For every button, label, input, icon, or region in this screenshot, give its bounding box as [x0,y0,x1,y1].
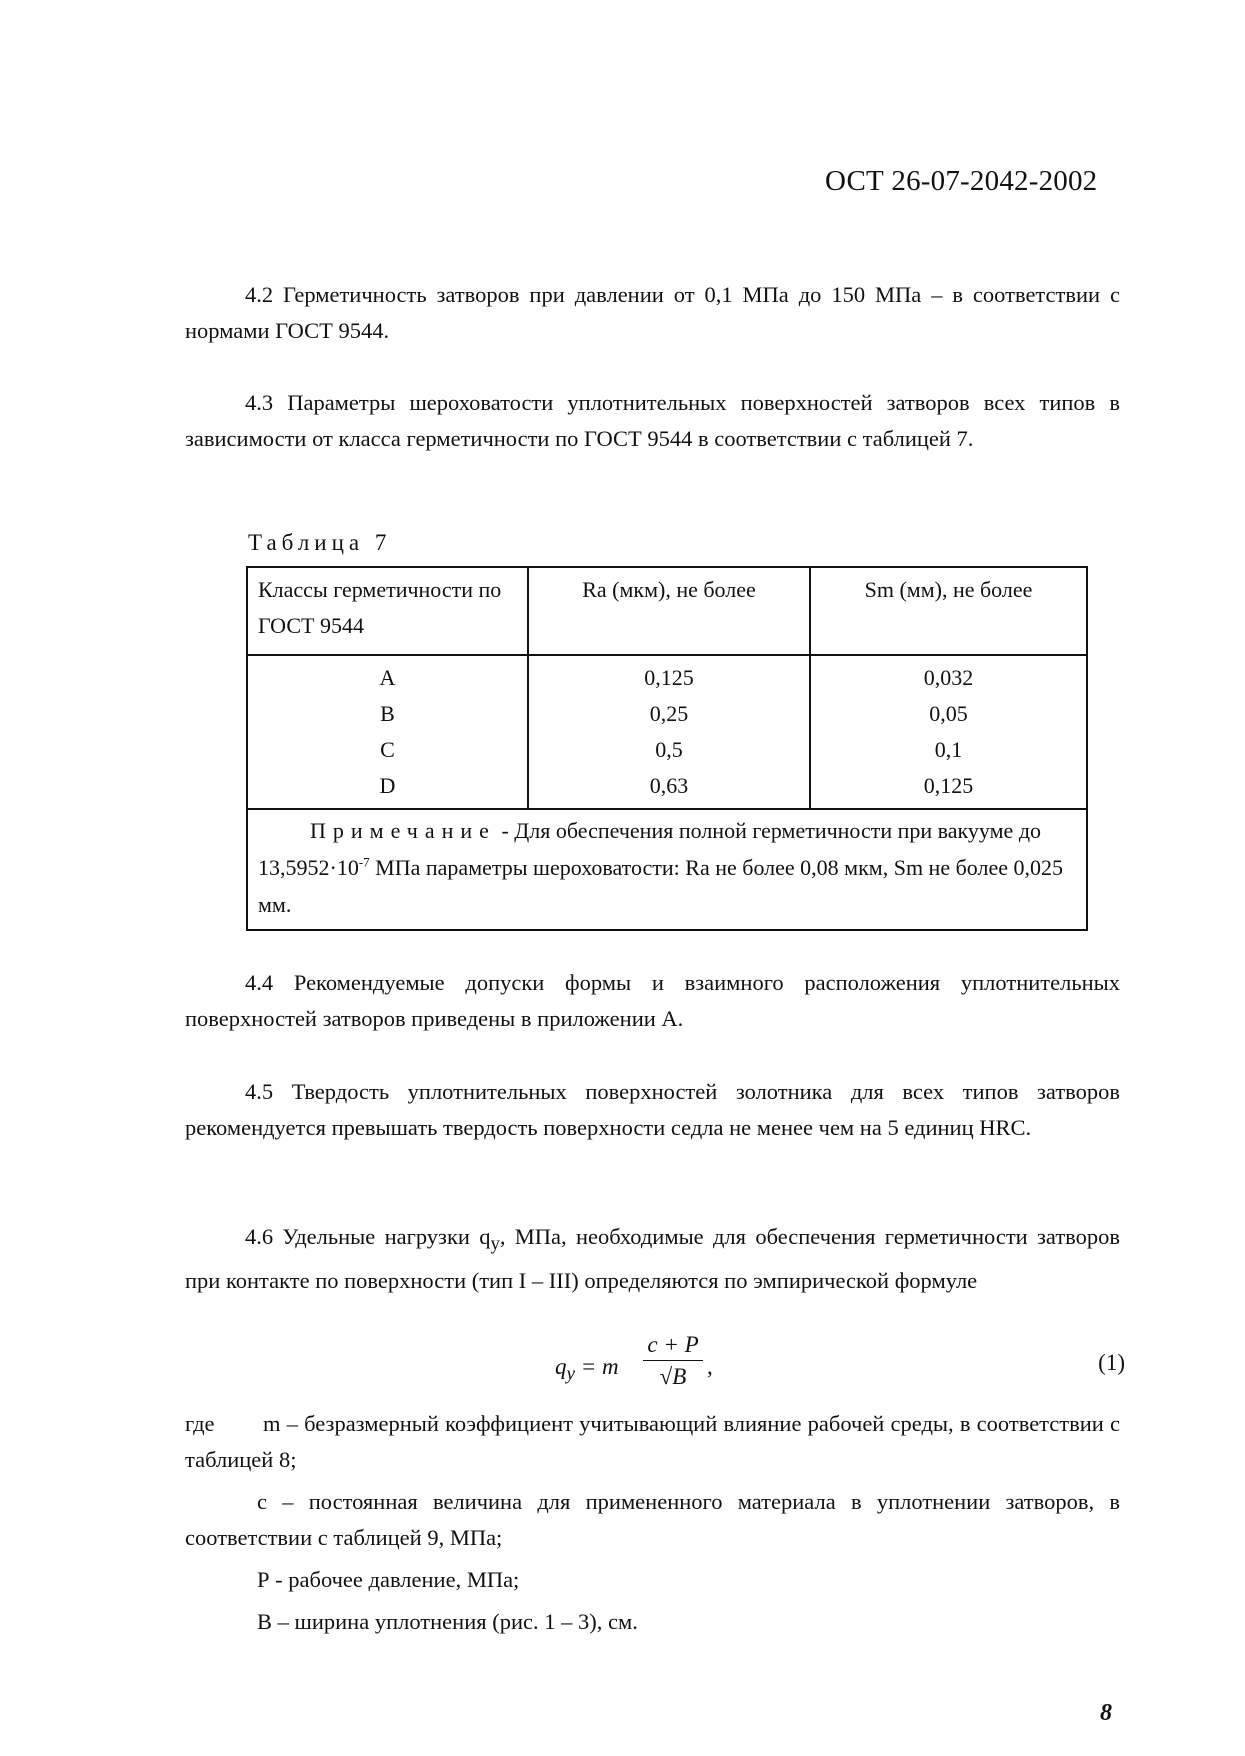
cell-class: D [247,768,528,809]
table-header-ra: Ra (мкм), не более [528,567,810,655]
paragraph-4-6 [185,1219,1120,1299]
paragraph-4-4 [185,965,1120,1037]
cell-ra: 0,25 [528,696,810,732]
definitions-where: где [185,1411,215,1436]
formula-1 [555,1330,1135,1400]
cell-sm: 0,032 [810,655,1087,696]
formula-q-subscript: у [566,1363,576,1385]
note-label: Примечание [310,818,496,843]
paragraph-4-5 [185,1074,1120,1146]
note-text-b: МПа параметры шероховатости: Ra не более 0,08 мкм, Sm не более 0,025 мм. [258,855,1064,917]
formula-comma: , [707,1354,713,1379]
formula-q: q [555,1354,567,1379]
table-note [247,809,1087,930]
note-exponent: -7 [358,854,370,870]
cell-class: B [247,696,528,732]
paragraph-4-2 [185,277,1120,349]
formula-denominator: √B [659,1364,687,1389]
table-7 [246,566,1088,931]
table-header-sm: Sm (мм), не более [810,567,1087,655]
cell-sm: 0,125 [810,768,1087,809]
formula-number: (1) [1098,1350,1125,1375]
table-row [247,655,1087,696]
formula-equals-m: = m [575,1354,619,1379]
paragraph-4-3-text: 4.3 Параметры шероховатости уплотнительных поверхностей затворов всех типов в зависимости от класса герметичности по ГОСТ 9544 в соответствии с таблицей 7. [185,390,1120,451]
paragraph-4-6-text-a: 4.6 Удельные нагрузки q [245,1224,491,1249]
cell-ra: 0,5 [528,732,810,768]
table-row [247,732,1087,768]
cell-sm: 0,05 [810,696,1087,732]
cell-class: A [247,655,528,696]
table-header-class: Классы герметичности по ГОСТ 9544 [247,567,528,655]
definition-b: В – ширина уплотнения (рис. 1 – 3), см. [257,1609,638,1634]
definition-p: Р - рабочее давление, МПа; [257,1567,520,1592]
definition-m: m – безразмерный коэффициент учитывающий влияние рабочей среды, в соответствии с таблицей 8; [185,1411,1120,1472]
paragraph-4-6-text-b: , МПа, необходимые для обеспечения герметичности затворов при контакте по поверхности (тип I – III) определяются по эмпирической формуле [185,1224,1120,1293]
definition-c: с – постоянная величина для примененного материала в уплотнении затворов, в соответствии с таблицей 9, МПа; [185,1489,1120,1550]
paragraph-4-4-text: 4.4 Рекомендуемые допуски формы и взаимного расположения уплотнительных поверхностей затворов приведены в приложении А. [185,970,1120,1031]
table-row [247,768,1087,809]
page-number: 8 [1100,1700,1112,1726]
table-row [247,696,1087,732]
formula-definitions [185,1406,1120,1640]
paragraph-4-5-text: 4.5 Твердость уплотнительных поверхностей золотника для всех типов затворов рекомендуется превышать твердость поверхности седла не менее чем на 5 единиц HRC. [185,1079,1120,1140]
cell-ra: 0,63 [528,768,810,809]
formula-fraction [643,1330,703,1393]
table-7-caption: Таблица 7 [248,530,392,555]
formula-numerator: c + P [643,1330,703,1361]
cell-sm: 0,1 [810,732,1087,768]
cell-ra: 0,125 [528,655,810,696]
paragraph-4-3 [185,385,1120,457]
note-text-a: - Для обеспечения полной герметичности при вакууме до 13,5952·10 [258,818,1042,880]
cell-class: C [247,732,528,768]
paragraph-4-6-subscript: у [490,1233,500,1255]
formula-lhs [555,1354,619,1386]
document-code-header: ОСТ 26-07-2042-2002 [825,165,1098,197]
paragraph-4-2-text: 4.2 Герметичность затворов при давлении от 0,1 МПа до 150 МПа – в соответствии с нормами ГОСТ 9544. [185,282,1120,343]
table-note-row [247,809,1087,930]
